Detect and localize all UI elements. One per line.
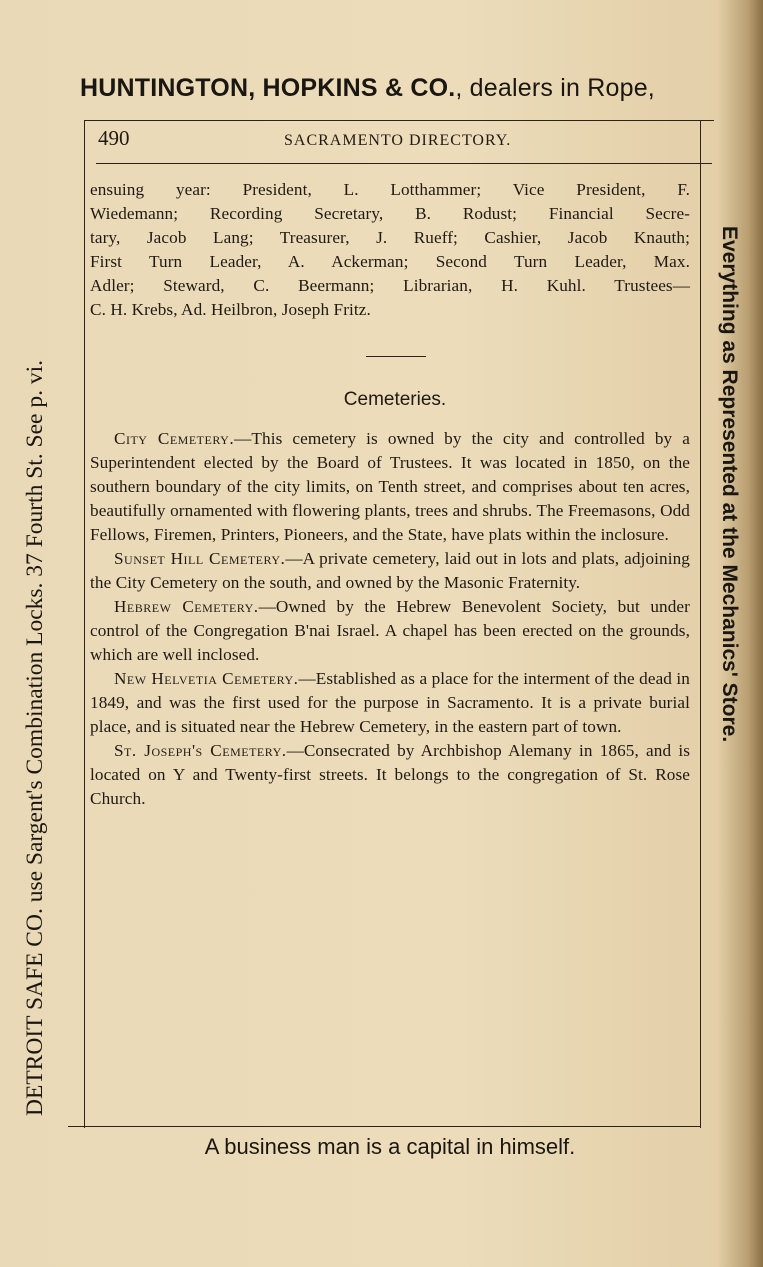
intro-line: C. H. Krebs, Ad. Heilbron, Joseph Fritz. [90,300,371,319]
entry-new-helvetia-cemetery [90,667,690,739]
section-title: Cemeteries. [343,389,447,410]
top-advertisement [80,74,730,103]
entry-city-cemetery [90,427,690,547]
top-ad-rest: , dealers in Rope, [455,74,655,102]
intro-line: tary, Jacob Lang; Treasurer, J. Rueff; Cashier, Jacob Knauth; [90,228,690,247]
section-divider [366,356,426,357]
left-margin-advertisement: DETROIT SAFE CO. use Sargent's Combination Locks. 37 Fourth St. See p. vi. [22,359,48,1116]
entry-text: —Consecrated by Archbishop Alemany in 1865, and is located on Y and Twenty-first streets. It belongs to the congregation of St. Rose Church. [90,741,690,808]
cemetery-entries [90,427,690,811]
running-head: SACRAMENTO DIRECTORY. [284,132,512,149]
entry-heading: New Helvetia Cemetery. [114,669,299,688]
right-margin-advertisement: Everything as Represented at the Mechanics' Store. [718,226,741,743]
intro-line: First Turn Leader, A. Ackerman; Second Turn Leader, Max. [90,252,690,271]
entry-heading: St. Joseph's Cemetery. [114,741,287,760]
entry-text: —Owned by the Hebrew Benevolent Society, but under control of the Congregation B'nai Israel. A chapel has been erected on the grounds, which are well inclosed. [90,597,690,664]
intro-line: Wiedemann; Recording Secretary, B. Rodust; Financial Secre- [90,204,690,223]
entry-heading: Hebrew Cemetery. [114,597,259,616]
intro-line: ensuing year: President, L. Lotthammer; Vice President, F. [90,180,690,199]
entry-heading: City Cemetery. [114,429,235,448]
bottom-rule [68,1126,700,1127]
entry-text: —A private cemetery, laid out in lots and plats, adjoining the City Cemetery on the south, and owned by the Masonic Fraternity. [90,549,690,592]
entry-hebrew-cemetery [90,595,690,667]
entry-text: —Established as a place for the interment of the dead in 1849, and was the first used for the purpose in Sacramento. It is a private burial place, and is situated near the Hebrew Cemetery, in the eastern part of town. [90,669,690,736]
entry-sunset-hill-cemetery [90,547,690,595]
entry-text: —This cemetery is owned by the city and controlled by a Superintendent elected by the Board of Trustees. It was located in 1850, on the southern boundary of the city limits, on Tenth street, and comprises about ten acres, beautifully ornamented with flowering plants, trees and shrubs. The Freemasons, Odd Fellows, Firemen, Printers, Pioneers, and the State, have plats within the inclosure. [90,429,690,544]
top-ad-firm: HUNTINGTON, HOPKINS & CO. [80,74,456,102]
footer-motto: A business man is a capital in himself. [204,1134,576,1159]
intro-paragraph [90,178,690,322]
header-rule [96,163,712,164]
intro-line: Adler; Steward, C. Beermann; Librarian, H. Kuhl. Trustees— [90,276,690,295]
entry-heading: Sunset Hill Cemetery. [114,549,286,568]
page-number: 490 [98,126,130,150]
entry-st-josephs-cemetery [90,739,690,811]
top-rule [84,120,714,121]
